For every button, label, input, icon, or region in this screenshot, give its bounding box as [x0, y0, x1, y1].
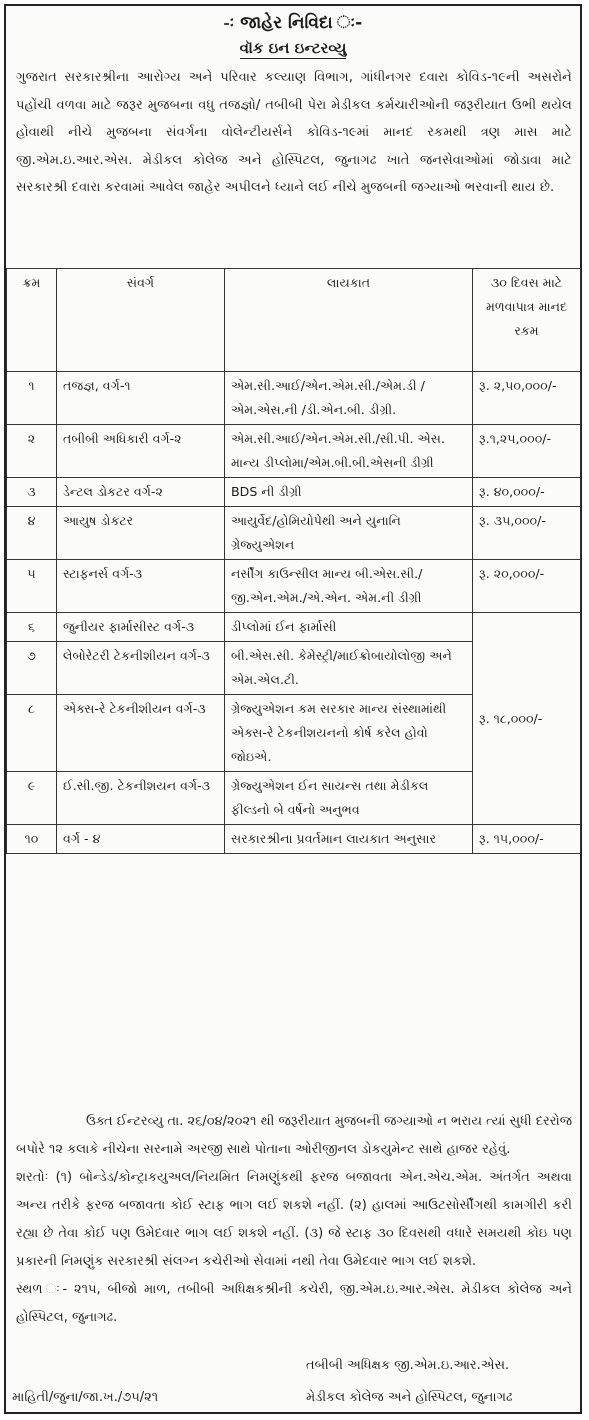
row-cadre: લેબોરેટરી ટેકનીશીયન વર્ગ-૩	[57, 642, 225, 695]
table-row	[7, 425, 581, 478]
conditions-paragraph: શરતોઃ (૧) બોન્ડેડ/કોન્ટ્રાકયુઅલ/નિયમિત નિમણુંકથી ફરજ બજાવતા એન.એચ.એમ. અંતર્ગત અથવા અન્ય તરીકે ફરજ બજાવતા કોઈ સ્ટાફ ભાગ લઈ શકશે નહીં. (૨) હાલમાં આઉટસોર્સીંગથી કામગીરી કરી રહ્યા છે તેવા કોઈ પણ ઉમેદવાર ભાગ લઈ શકશે નહીં. (૩) જે સ્ટાફ ૩૦ દિવસથી વધારે સમયથી કોઇ પણ પ્રકારની નિમણુંક સરકારશ્રી સંલગ્ન કચેરીઓ સેવામાં નથી તેવા ઉમેદવાર ભાગ લઈ શકશે.	[16, 1170, 572, 1269]
row-serial: ૩	[7, 478, 57, 507]
row-serial: ૪	[7, 507, 57, 560]
row-cadre: વર્ગ - ૪	[57, 825, 225, 854]
row-cadre: આયુષ ડોકટર	[57, 507, 225, 560]
header-amount: ૩૦ દિવસ માટે મળવાપાત્ર માનદ રકમ	[473, 269, 581, 372]
row-serial: ૧	[7, 372, 57, 425]
notice-subtitle-text: વૉક ઇન ઇન્ટરવ્યુ	[239, 39, 347, 57]
row-serial: ૮	[7, 695, 57, 772]
row-amount: રૂ. ૪૦,૦૦૦/-	[473, 478, 581, 507]
intro-paragraph: ગુજરાત સરકારશ્રીના આરોગ્ય અને પરિવાર કલ્યાણ વિભાગ, ગાંધીનગર દવારા કોવિડ-૧૯ની અસરોને પહોંચી વળવા માટે જરૂર મુજબના વધુ તજજ્ઞો/ તબીબી પેરા મેડીકલ કર્મચારીઓની જરૂરીયાત ઉભી થયેલ હોવાથી નીચે મુજબના સંવર્ગના વોલેન્ટીયર્સને કોવિડ-૧૯માં માનદ રકમથી ત્રણ માસ માટે જી.એમ.ઇ.આર.એસ. મેડીકલ કોલેજ અને હોસ્પિટલ, જુનાગઢ ખાતે જનસેવાઓમાં જોડાવા માટે સરકારશ્રી દવારા કરવામાં આવેલ જાહેર અપીલને ધ્યાને લઈ નીચે મુજબની જગ્યાઓ ભરવાની થાય છે.	[16, 70, 572, 196]
row-amount: રૂ. ૩૫,૦૦૦/-	[473, 507, 581, 560]
row-qualification: ગ્રેજ્યુએશન ઈન સાયન્સ તથા મેડીકલ ફીલ્ડનો બે વર્ષનો અનુભવ	[225, 772, 473, 825]
row-amount: રૂ.૧,૨૫,૦૦૦/-	[473, 425, 581, 478]
signature-line-1: તબીબી અધિક્ષક જી.એમ.ઇ.આર.એસ.	[306, 1358, 510, 1373]
vacancy-table	[6, 268, 581, 854]
notice-subtitle	[6, 36, 580, 60]
table-row	[7, 825, 581, 854]
interview-paragraph: ઉક્ત ઈન્ટરવ્યુ તા. ૨૬/૦૪/૨૦૨૧ થી જરૂરીયાત મુજબની જગ્યાઓ ન ભરાય ત્યાં સુધી દરરોજ બપોરે ૧૨ કલાકે નીચેના સરનામે અરજી સાથે પોતાના ઓરીજીનલ ડોકયુમેન્ટ સાથે હાજર રહેવું.	[16, 1114, 572, 1157]
table-row	[7, 613, 581, 642]
row-qualification: સરકારશ્રીના પ્રવર્તમાન લાયકાત અનુસાર	[225, 825, 473, 854]
row-qualification: ડીપ્લોમાં ઈન ફાર્માસી	[225, 613, 473, 642]
header-serial: ક્રમ	[7, 269, 57, 372]
row-qualification: BDS ની ડીગ્રી	[225, 478, 473, 507]
row-cadre: તજજ્ઞ, વર્ગ-૧	[57, 372, 225, 425]
row-serial: ૭	[7, 642, 57, 695]
row-qualification: બી.એસ.સી. કેમેસ્ટ્રી/માઈક્રોબાયોલોજી અને એમ.એલ.ટી.	[225, 642, 473, 695]
row-cadre: સ્ટાફનર્સ વર્ગ-૩	[57, 560, 225, 613]
header-qualification: લાયકાત	[225, 269, 473, 372]
table-row	[7, 478, 581, 507]
row-amount: રૂ. ૨૦,૦૦૦/-	[473, 560, 581, 613]
table-header-row	[7, 269, 581, 372]
footer-text	[6, 1106, 580, 1332]
row-serial: ૬	[7, 613, 57, 642]
row-qualification: નર્સીંગ કાઉન્સીલ માન્ય બી.એસ.સી./જી.એન.એમ./એ.એન. એમ.ની ડીગ્રી	[225, 560, 473, 613]
table-row	[7, 560, 581, 613]
row-serial: ૨	[7, 425, 57, 478]
row-cadre: તબીબી અધિકારી વર્ગ-૨	[57, 425, 225, 478]
table-row	[7, 507, 581, 560]
venue-paragraph: સ્થળ ઃ- ૨૧૫, બીજો માળ, તબીબી અધિક્ષકશ્રીની કચેરી, જી.એમ.ઇ.આર.એસ. મેડીકલ કોલેજ અને હોસ્પિટલ, જુનાગઢ.	[16, 1282, 572, 1325]
row-amount: રૂ. ૧૫,૦૦૦/-	[473, 825, 581, 854]
row-qualification: ગ્રેજ્યુએશન કમ સરકાર માન્ય સંસ્થામાંથી એક્સ-રે ટેકનીશયનનો કોર્ષ કરેલ હોવો જોઇએ.	[225, 695, 473, 772]
signature-line-2: મેડીકલ કોલેજ અને હોસ્પિટલ, જુનાગઢ	[306, 1390, 513, 1405]
row-qualification: આયુર્વેદ/હોમિયોપેથી અને યુનાનિ ગ્રેજ્યુએશન	[225, 507, 473, 560]
row-serial: ૫	[7, 560, 57, 613]
notice-panel	[4, 4, 582, 1414]
table-row	[7, 372, 581, 425]
row-serial: ૧૦	[7, 825, 57, 854]
row-amount: રૂ. ૨,૫૦,૦૦૦/-	[473, 372, 581, 425]
row-qualification: એમ.સી.આઈ/એન.એમ.સી./એમ.ડી /એમ.એસ.ની /ડી.એન.બી. ડીગ્રી.	[225, 372, 473, 425]
row-serial: ૯	[7, 772, 57, 825]
row-cadre: જુનીયર ફાર્માસીસ્ટ વર્ગ-૩	[57, 613, 225, 642]
row-cadre: ડેન્ટલ ડોકટર વર્ગ-૨	[57, 478, 225, 507]
header-cadre: સંવર્ગ	[57, 269, 225, 372]
reference-number: માહિતી/જુના/જા.ખ./૭૫/૨૧	[12, 1390, 159, 1405]
row-qualification: એમ.સી.આઈ/એન.એમ.સી./સી.પી. એસ. માન્ય ડીપ્લોમા/એમ.બી.બી.એસની ડીગ્રી	[225, 425, 473, 478]
row-cadre: ઈ.સી.જી. ટેકનીશયન વર્ગ-૩	[57, 772, 225, 825]
notice-title: -ઃ જાહેર નિવિદા ઃ-	[223, 13, 363, 33]
row-cadre: એક્સ-રે ટેકનીશીયન વર્ગ-૩	[57, 695, 225, 772]
merged-amount: રૂ. ૧૮,૦૦૦/-	[473, 613, 581, 825]
